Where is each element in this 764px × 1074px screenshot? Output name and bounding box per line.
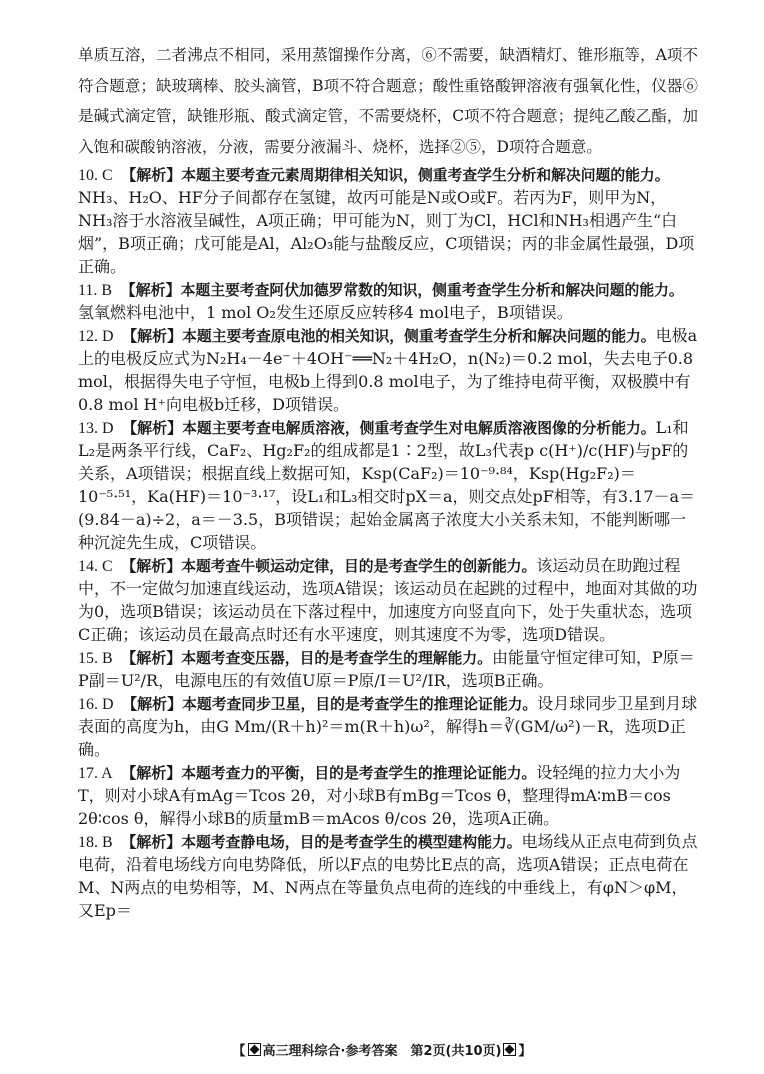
analysis-focus: 本题考查变压器，目的是考查学生的理解能力。 [181,650,492,667]
answer-page [78,40,698,921]
answer-item [78,829,698,921]
diamond-icon [248,1043,261,1056]
analysis-focus: 本题考查同步卫星，目的是考查学生的推理论证能力。 [182,696,538,713]
answer-item [78,553,698,645]
analysis-focus: 本题考查静电场，目的是考查学生的模型建构能力。 [181,834,522,851]
spacer [114,694,130,713]
analysis-focus: 本题考查力的平衡，目的是考查学生的推理论证能力。 [181,765,537,782]
intro-paragraph: 单质互溶，二者沸点不相同，采用蒸馏操作分离，⑥不需要，缺酒精灯、锥形瓶等，A项不符合题意；缺玻璃棒、胶头滴管，B项不符合题意；酸性重铬酸钾溶液有强氧化性，仪器⑥是碱式滴定管，缺锥形瓶、酸式滴定管，不需要烧杯，C项不符合题意；提纯乙酸乙酯，加入饱和碳酸钠溶液，分液，需要分液漏斗、烧杯，选择②⑤，D项符合题意。 [78,46,698,156]
answer-number: 11. B [78,282,113,299]
answer-number: 15. B [78,650,113,667]
spacer [113,648,129,667]
spacer [113,763,129,782]
answer-item [78,691,698,760]
analysis-focus: 本题主要考查原电池的相关知识，侧重考查学生分析和解决问题的能力。 [182,328,656,345]
analysis-focus: 本题考查牛顿运动定律，目的是考查学生的创新能力。 [181,558,537,575]
page-footer [0,1040,764,1059]
analysis-tag: 【解析】 [129,695,183,713]
footer-bracket-left: 【 [232,1044,246,1059]
analysis-tag: 【解析】 [128,649,182,667]
answer-item [78,277,698,323]
diamond-icon [503,1043,516,1056]
spacer [113,556,129,575]
answer-number: 12. D [78,328,114,345]
analysis-text: 设轻绳的拉力大小为T，则对小球A有mAg＝Tcos 2θ，对小球B有mBg＝Tcos θ，整理得mA∶mB＝cos 2θ∶cos θ，解得小球B的质量mB＝mAcos θ/cos 2θ，选项A正确。 [78,763,681,828]
analysis-text: L₁和L₂是两条平行线，CaF₂、Hg₂F₂的组成都是1∶2型，故L₃代表p c(H⁺)/c(HF)与pF的关系，A项错误；根据直线上数据可知，Ksp(CaF₂)＝10⁻⁹·⁸⁴，Ksp(Hg₂F₂)＝10⁻⁵·⁵¹，Ka(HF)＝10⁻³·¹⁷，设L₁和L₃相交时pX＝a，则交点处pF相等，有3.17－a＝(9.84－a)÷2，a＝－3.5，B项错误；起始金属离子浓度大小关系未知，不能判断哪一种沉淀先生成，C项错误。 [78,418,696,552]
analysis-tag: 【解析】 [129,419,183,437]
answer-number: 10. C [78,167,113,184]
answer-item [78,323,698,415]
answer-number: 13. D [78,420,114,437]
spacer [114,326,130,345]
answer-number: 17. A [78,765,113,782]
analysis-text: 由能量守恒定律可知，P原＝P副＝U²/R，电源电压的有效值U原＝P原/I＝U²/IR，选项B正确。 [78,648,695,690]
answer-list [78,162,698,921]
analysis-focus: 本题主要考查元素周期律相关知识，侧重考查学生分析和解决问题的能力。 [181,167,670,184]
analysis-tag: 【解析】 [129,327,183,345]
footer-text: 高三理科综合·参考答案 第2页(共10页) [262,1044,502,1059]
analysis-text: 设月球同步卫星到月球表面的高度为h，由G Mm/(R＋h)²＝m(R＋h)ω²，解得h＝∛(GM/ω²)－R，选项D正确。 [78,694,698,759]
analysis-focus: 本题主要考查电解质溶液，侧重考查学生对电解质溶液图像的分析能力。 [182,420,656,437]
spacer [113,165,129,184]
answer-number: 16. D [78,696,114,713]
analysis-text: NH₃、H₂O、HF分子间都存在氢键，故丙可能是N或O或F。若丙为F，则甲为N，NH₃溶于水溶液呈碱性，A项正确；甲可能为N，则丁为Cl，HCl和NH₃相遇产生“白烟”，B项正确；戊可能是Al，Al₂O₃能与盐酸反应，C项错误；丙的非金属性最强，D项正确。 [78,188,695,276]
analysis-tag: 【解析】 [128,281,181,299]
analysis-tag: 【解析】 [128,166,182,184]
spacer [113,832,129,851]
spacer [112,280,128,299]
analysis-tag: 【解析】 [128,764,182,782]
analysis-tag: 【解析】 [128,557,182,575]
analysis-text: 氢氧燃料电池中，1 mol O₂发生还原反应转移4 mol电子，B项错误。 [78,303,573,322]
analysis-text: 电场线从正点电荷到负点电荷，沿着电场线方向电势降低，所以F点的电势比E点的高，选项A错误；正点电荷在M、N两点的电势相等，M、N两点在等量负点电荷的连线的中垂线上，有φN＞φM，又Ep＝ [78,832,698,920]
answer-item [78,415,698,553]
analysis-focus: 本题主要考查阿伏加德罗常数的知识，侧重考查学生分析和解决问题的能力。 [180,282,684,299]
analysis-text: 电极a上的电极反应式为N₂H₄－4e⁻＋4OH⁻══N₂＋4H₂O，n(N₂)＝0.2 mol，失去电子0.8 mol，根据得失电子守恒，电极b上得到0.8 mol电子，为了维持电荷平衡，双极膜中有0.8 mol H⁺向电极b迁移，D项错误。 [78,326,698,414]
footer-bracket-right: 】 [518,1044,532,1059]
analysis-text: 该运动员在助跑过程中，不一定做匀加速直线运动，选项A错误；该运动员在起跳的过程中，地面对其做的功为0，选项B错误；该运动员在下落过程中，加速度方向竖直向下，处于失重状态，选项C正确；该运动员在最高点时还有水平速度，则其速度不为零，选项D错误。 [78,556,698,644]
answer-number: 14. C [78,558,113,575]
answer-item [78,162,698,277]
analysis-tag: 【解析】 [128,833,182,851]
spacer [114,418,130,437]
answer-number: 18. B [78,834,113,851]
answer-item [78,760,698,829]
answer-item [78,645,698,691]
